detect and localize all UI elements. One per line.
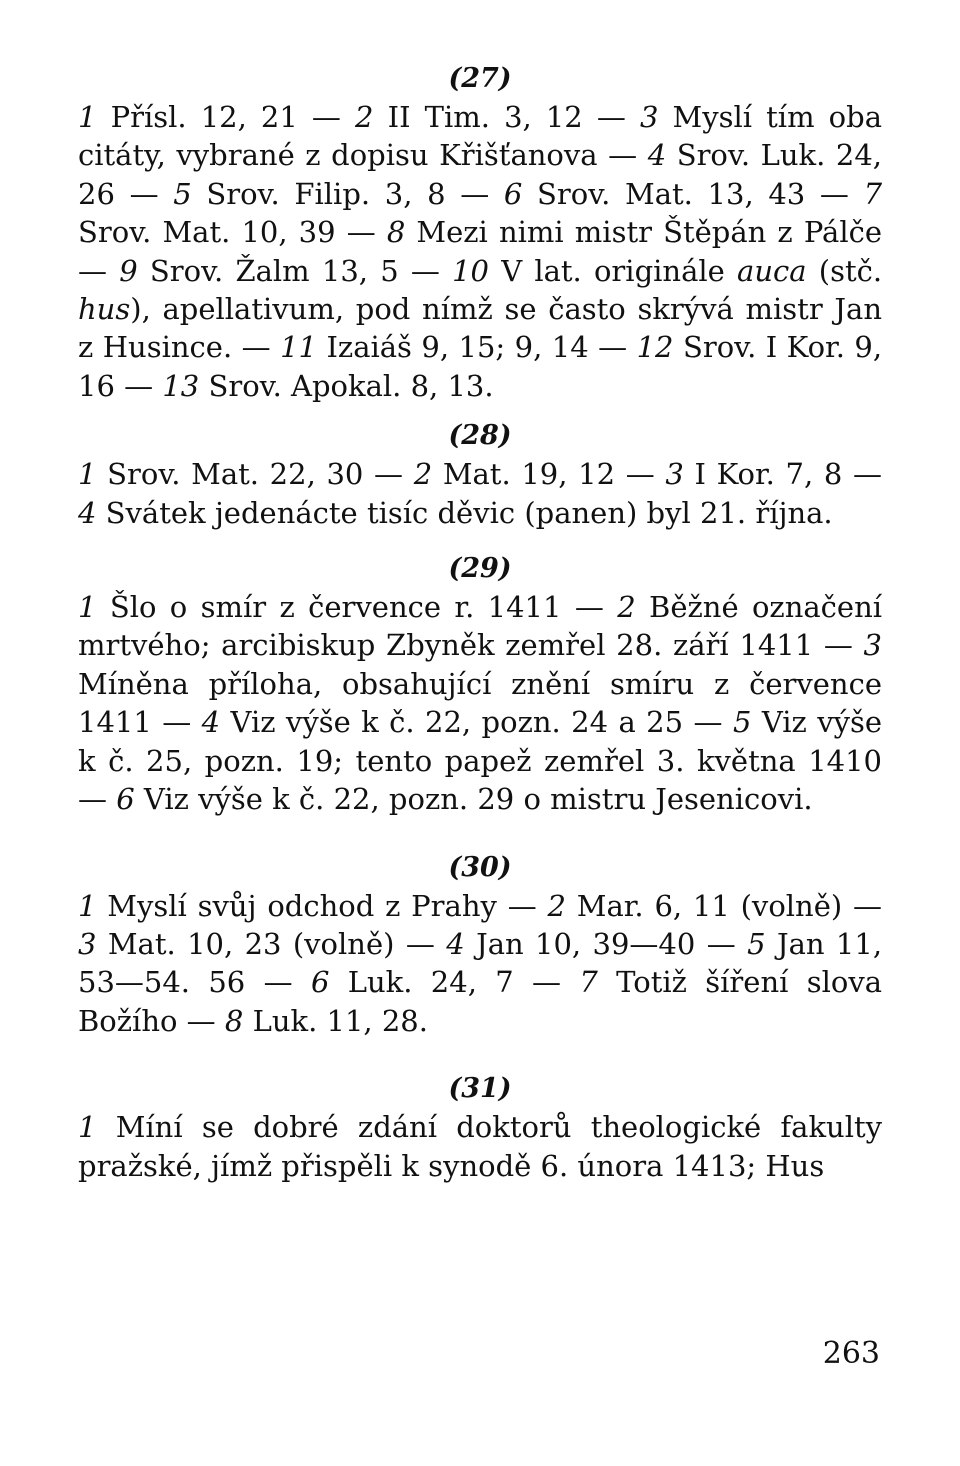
note-separator: — [582, 100, 640, 134]
section-heading: (31) [448, 1073, 512, 1105]
note-number: 3 [665, 457, 684, 492]
note-separator: — [842, 457, 883, 492]
notes-section-28 [78, 417, 882, 532]
notes-section-30 [78, 849, 882, 1041]
note-text: Míněna příloha, obsahující znění smíru z července 1411 [78, 666, 882, 740]
note-text: Srov. Apokal. 8, 13. [208, 368, 494, 403]
note-text: Srov. Mat. 22, 30 [107, 457, 364, 492]
section-notes [78, 455, 882, 532]
note-text: Jan 10, 39—40 [476, 926, 696, 961]
note-number: 8 [224, 1003, 244, 1038]
section-heading: (27) [448, 63, 512, 94]
note-number: 1 [78, 457, 97, 492]
note-number: 2 [413, 457, 433, 492]
note-separator: — [842, 888, 883, 923]
note-separator: — [394, 926, 447, 961]
note-number: 7 [579, 965, 598, 1000]
note-separator: — [297, 100, 356, 134]
note-separator: — [335, 215, 387, 250]
note-text: Viz výše k č. 25, pozn. 19; tento papež zemřel 3. května 1410 [78, 705, 883, 778]
note-separator: — [245, 965, 311, 1000]
note-number: 4 [201, 705, 221, 740]
notes-section-29 [78, 550, 882, 818]
note-separator: — [78, 782, 117, 817]
note-text: Izaiáš 9, 15; 9, 14 [326, 330, 589, 365]
note-separator: — [177, 1003, 225, 1038]
note-number: 9 [119, 253, 138, 288]
note-number: 6 [310, 965, 330, 1000]
notes-section-27 [78, 60, 882, 405]
note-text: Totiž šíření slova Božího [78, 965, 883, 1038]
note-number: 12 [636, 330, 674, 365]
note-separator: — [615, 457, 666, 492]
note-separator: — [398, 253, 453, 288]
note-separator: — [805, 176, 864, 211]
note-text: II Tim. 3, 12 [387, 100, 583, 134]
note-separator: — [151, 705, 202, 740]
note-text: Svátek jedenácte tisíc děvic (panen) byl 21. října. [105, 495, 833, 530]
note-separator: — [683, 705, 733, 740]
note-number: 4 [446, 926, 465, 961]
note-separator: — [597, 138, 648, 173]
note-number: 4 [78, 495, 97, 530]
note-text: I Kor. 7, 8 [694, 457, 843, 492]
note-number: 1 [78, 590, 97, 625]
note-number: 2 [355, 100, 374, 134]
note-text: Srov. Mat. 13, 43 [537, 176, 806, 211]
note-separator: — [513, 965, 580, 1000]
note-number: 1 [78, 888, 97, 923]
note-text: Srov. Mat. 10, 39 [78, 215, 336, 250]
note-text: Viz výše k č. 22, pozn. 29 o mistru Jesenicovi. [143, 782, 813, 817]
note-text: Srov. I Kor. 9, 16 [78, 330, 883, 403]
note-text: Srov. Filip. 3, 8 [206, 176, 446, 211]
old-czech-term: hus [78, 292, 131, 327]
note-separator: — [363, 457, 414, 492]
note-number: 2 [617, 590, 636, 625]
note-text: Mat. 19, 12 [442, 457, 616, 492]
note-text: Srov. Luk. 24, 26 [78, 138, 883, 211]
note-number: 11 [280, 330, 317, 365]
section-notes [78, 1108, 882, 1185]
note-text: Míní se dobré zdání doktorů theologické fakulty pražské, jímž přispěli k synodě 6. února 1413; Hus [78, 1110, 883, 1183]
note-number: 2 [547, 888, 566, 923]
note-number: 5 [173, 176, 192, 211]
note-separator: — [114, 176, 174, 211]
note-separator: — [695, 926, 748, 961]
note-text: Srov. Žalm 13, 5 [149, 253, 399, 288]
note-text: (stč. [818, 253, 883, 288]
note-text: Luk. 24, 7 [347, 965, 514, 1000]
section-notes [78, 887, 882, 1041]
note-text: Mat. 10, 23 (volně) [107, 926, 395, 961]
note-separator: — [588, 330, 637, 365]
note-number: 5 [747, 926, 766, 961]
note-text: Luk. 11, 28. [252, 1003, 428, 1038]
note-text: Mar. 6, 11 (volně) [576, 888, 843, 923]
note-separator: — [78, 253, 120, 288]
latin-term: auca [737, 253, 807, 288]
note-separator: — [232, 330, 281, 365]
note-text: Myslí svůj odchod z Prahy [107, 888, 497, 923]
note-number: 3 [78, 926, 97, 961]
note-number: 3 [863, 628, 882, 663]
note-text: Přísl. 12, 21 [110, 100, 298, 134]
note-number: 6 [116, 782, 135, 817]
note-number: 4 [647, 138, 667, 173]
section-notes [78, 588, 882, 818]
note-text: Myslí tím oba citáty, vybrané z dopisu Křišťanova [78, 100, 882, 173]
note-number: 3 [639, 100, 659, 134]
note-number: 1 [78, 100, 97, 134]
notes-section-31 [78, 1070, 882, 1185]
note-text: ), apellativum, pod nímž se často skrývá mistr Jan z Husince. [78, 292, 882, 365]
note-separator: — [813, 628, 864, 663]
note-separator: — [114, 368, 163, 403]
section-heading: (29) [448, 553, 512, 585]
note-text: Běžné označení mrtvého; arcibiskup Zbyněk zemřel 28. září 1411 [78, 590, 883, 663]
page-number: 263 [822, 1336, 880, 1371]
note-separator: — [496, 888, 548, 923]
note-text: Viz výše k č. 22, pozn. 24 a 25 [230, 705, 684, 740]
note-number: 7 [863, 176, 883, 211]
note-separator: — [561, 590, 618, 625]
section-notes [78, 98, 882, 405]
note-number: 8 [386, 215, 406, 250]
section-heading: (30) [448, 851, 512, 883]
note-number: 6 [503, 176, 523, 211]
note-text: Šlo o smír z července r. 1411 [109, 590, 562, 625]
note-text: Jan 11, 53—54. 56 [78, 926, 883, 1000]
note-text: Mezi nimi mistr Štěpán z Pálče [416, 215, 883, 250]
footnotes-page [78, 60, 882, 1185]
note-separator: — [445, 176, 504, 211]
note-number: 5 [732, 705, 752, 740]
note-number: 10 [452, 253, 489, 288]
note-text: V lat. originále [501, 253, 725, 288]
note-number: 13 [162, 368, 200, 403]
section-heading: (28) [448, 420, 512, 452]
note-number: 1 [78, 1110, 97, 1145]
